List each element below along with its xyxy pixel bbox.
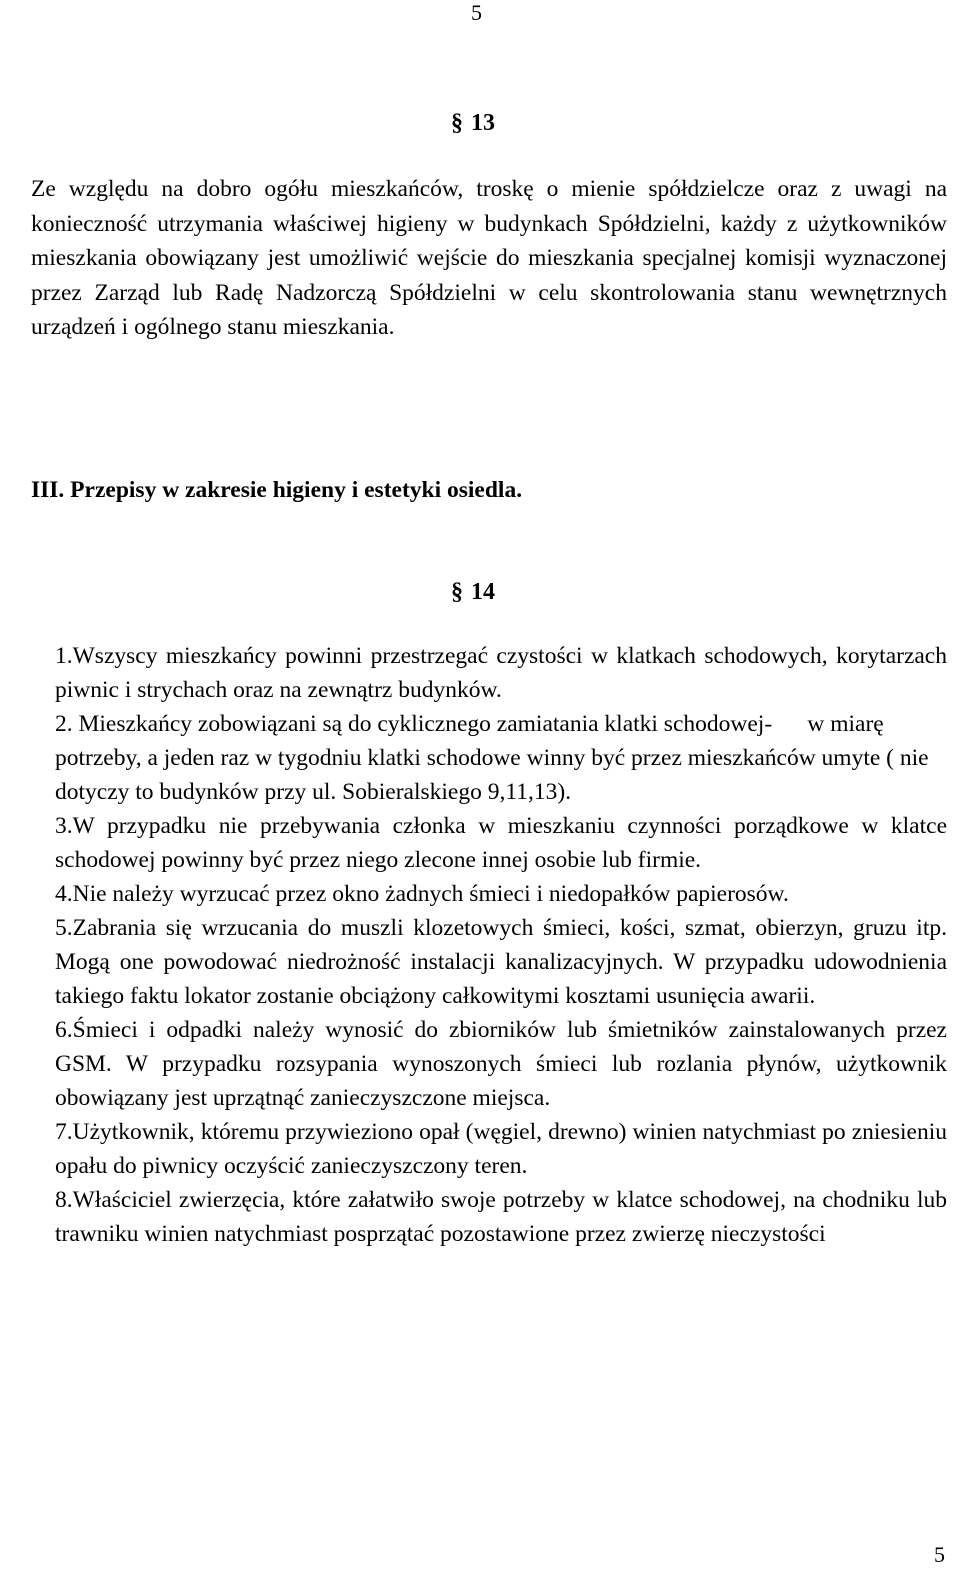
page-number-top: 5 — [471, 0, 482, 25]
section-13-heading — [451, 108, 495, 138]
rule-text: Mieszkańcy zobowiązani są do cyklicznego zamiatania klatki schodowej- w miarę potrzeby, a jeden raz w tygodniu klatki schodowe winny być przez mieszkańców umyte ( nie dotyczy to budynków przy ul. Sobieralskiego 9,11,13). — [55, 711, 935, 805]
rule-text: Śmieci i odpadki należy wynosić do zbiorników lub śmietników zainstalowanych przez GSM. W przypadku rozsypania wynoszonych śmieci lub rozlania płynów, użytkownik obowiązany jest uprzątnąć zanieczyszczone miejsca. — [55, 1017, 947, 1111]
rule-text: Właściciel zwierzęcia, które załatwiło swoje potrzeby w klatce schodowej, na chodniku lub trawniku winien natychmiast posprzątać pozostawione przez zwierzę nieczystości — [55, 1187, 947, 1247]
rule-number: 1. — [55, 643, 73, 669]
rule-number: 6. — [55, 1017, 73, 1043]
rule-number: 3. — [55, 813, 73, 839]
page-number-bottom: 5 — [934, 1542, 945, 1567]
rule-number: 4. — [55, 881, 73, 907]
rule-item-3 — [55, 809, 947, 877]
rule-text: Użytkownik, któremu przywieziono opał (węgiel, drewno) winien natychmiast po zniesieniu opału do piwnicy oczyścić zanieczyszczony teren. — [55, 1119, 947, 1179]
section-symbol: § — [451, 579, 463, 605]
rule-text: Zabrania się wrzucania do muszli klozetowych śmieci, kości, szmat, obierzyn, gruzu itp. Mogą one powodować niedrożność instalacji kanalizacyjnych. W przypadku udowodnienia takiego faktu lokator zostanie obciążony całkowitymi kosztami usunięcia awarii. — [55, 915, 947, 1009]
rule-item-7 — [55, 1115, 947, 1183]
rule-item-1 — [55, 639, 947, 707]
rule-item-8 — [55, 1183, 947, 1251]
rule-text: W przypadku nie przebywania członka w mieszkaniu czynności porządkowe w klatce schodowej powinny być przez niego zlecone innej osobie lub firmie. — [55, 813, 947, 873]
section-number: 14 — [471, 579, 495, 605]
rule-text: Wszyscy mieszkańcy powinni przestrzegać czystości w klatkach schodowych, korytarzach piwnic i strychach oraz na zewnątrz budynków. — [55, 643, 947, 703]
chapter-heading: III. Przepisy w zakresie higieny i estetyki osiedla. — [31, 477, 523, 503]
rule-item-4 — [55, 877, 947, 911]
rule-number: 8. — [55, 1187, 73, 1213]
rule-number: 2. — [55, 711, 79, 737]
rules-list — [55, 639, 947, 1251]
section-13-paragraph: Ze względu na dobro ogółu mieszkańców, troskę o mienie spółdzielcze oraz z uwagi na konieczność utrzymania właściwej higieny w budynkach Spółdzielni, każdy z użytkowników mieszkania obowiązany jest umożliwić wejście do mieszkania specjalnej komisji wyznaczonej przez Zarząd lub Radę Nadzorczą Spółdzielni w celu skontrolowania stanu wewnętrznych urządzeń i ogólnego stanu mieszkania. — [31, 176, 947, 340]
section-14-heading — [451, 577, 495, 607]
rule-number: 5. — [55, 915, 73, 941]
rule-item-5 — [55, 911, 947, 1013]
section-symbol: § — [451, 110, 463, 136]
rule-item-6 — [55, 1013, 947, 1115]
rule-item-2 — [55, 707, 947, 809]
section-number: 13 — [471, 110, 495, 136]
rule-text: Nie należy wyrzucać przez okno żadnych śmieci i niedopałków papierosów. — [72, 881, 789, 907]
rule-number: 7. — [55, 1119, 73, 1145]
